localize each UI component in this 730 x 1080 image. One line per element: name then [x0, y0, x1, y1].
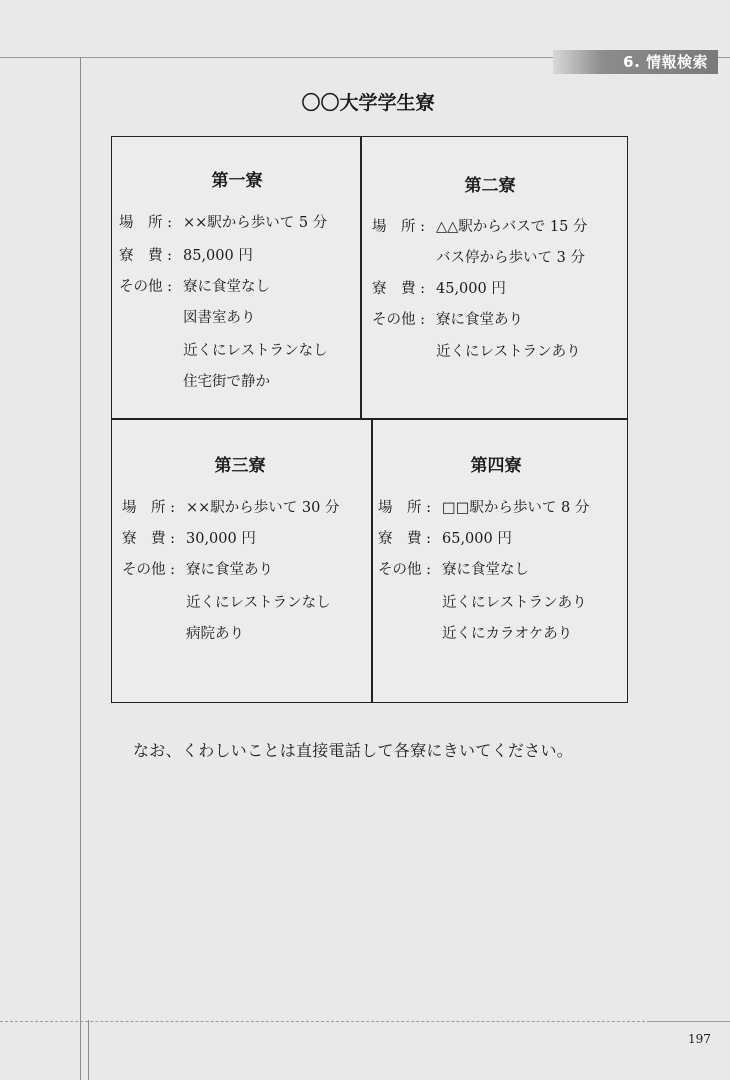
closing-note: なお、くわしいことは直接電話して各寮にきいてください。 [133, 741, 574, 760]
dorm-line: 場 所 : ××駅から歩いて 5 分 [119, 215, 328, 231]
dorm-line: 近くにレストランあり [442, 595, 587, 611]
dorm-line: 寮 費 : 85,000 円 [119, 248, 253, 264]
dorm-line: 場 所 : △△駅からバスで 15 分 [372, 219, 588, 235]
bottom-rule [650, 1021, 730, 1022]
left-margin-rule-bottom [88, 1020, 89, 1080]
dorm-line: 場 所 : ××駅から歩いて 30 分 [122, 500, 340, 516]
dorm-name: 第四寮 [470, 456, 522, 476]
dorm-line: 場 所 : □□駅から歩いて 8 分 [378, 500, 590, 516]
dorm-name: 第二寮 [464, 176, 516, 196]
table-divider-vertical-top [360, 136, 362, 419]
dorm-line: 近くにレストランなし [186, 595, 331, 611]
dorm-line: その他 : 寮に食堂なし [378, 562, 529, 578]
table-divider-horizontal [111, 418, 628, 420]
table-divider-vertical-bottom [371, 419, 373, 703]
document-title: 〇〇大学学生寮 [301, 92, 435, 114]
dorm-line: 寮 費 : 30,000 円 [122, 531, 256, 547]
dorm-name: 第一寮 [211, 171, 263, 191]
dorm-line: 寮 費 : 65,000 円 [378, 531, 512, 547]
bottom-dashed-rule [0, 1021, 650, 1022]
left-margin-rule [80, 57, 81, 1080]
dorm-line: 寮 費 : 45,000 円 [372, 281, 506, 297]
dorm-line: バス停から歩いて 3 分 [436, 250, 585, 266]
dorm-line: その他 : 寮に食堂なし [119, 279, 270, 295]
dorm-line: 近くにレストランあり [436, 344, 581, 360]
dorm-line: 近くにカラオケあり [442, 626, 573, 642]
page-number: 197 [688, 1032, 711, 1046]
section-tab: 6. 情報検索 [553, 50, 718, 74]
dorm-line: 近くにレストランなし [183, 343, 328, 359]
dorm-line: その他 : 寮に食堂あり [372, 312, 523, 328]
dorm-line: 図書室あり [183, 310, 256, 326]
dorm-line: 病院あり [186, 626, 244, 642]
dorm-name: 第三寮 [214, 456, 266, 476]
dorm-line: その他 : 寮に食堂あり [122, 562, 273, 578]
dorm-line: 住宅街で静か [183, 374, 270, 390]
